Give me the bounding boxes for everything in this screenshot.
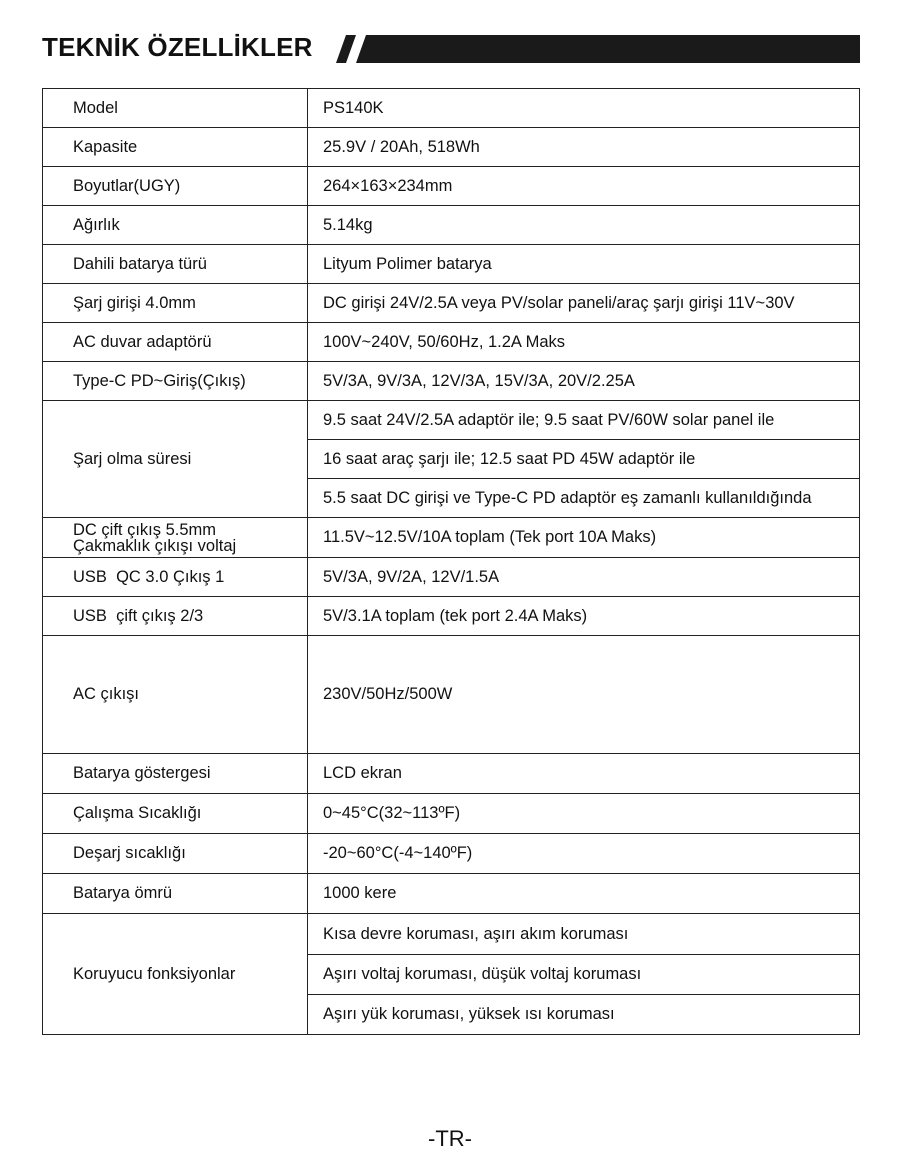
table-row (43, 597, 860, 636)
table-row (43, 401, 860, 440)
spec-label: Dahili batarya türü (43, 245, 308, 284)
spec-label: Şarj girişi 4.0mm (43, 284, 308, 323)
spec-label: Batarya göstergesi (43, 754, 308, 794)
table-row (43, 89, 860, 128)
spec-value: 5V/3.1A toplam (tek port 2.4A Maks) (308, 597, 860, 636)
spec-label: AC çıkışı (43, 636, 308, 754)
spec-label: Kapasite (43, 128, 308, 167)
spec-label: USB çift çıkış 2/3 (43, 597, 308, 636)
table-row (43, 323, 860, 362)
table-row (43, 128, 860, 167)
spec-label (43, 518, 308, 558)
spec-value: 16 saat araç şarjı ile; 12.5 saat PD 45W adaptör ile (308, 440, 860, 479)
spec-value: 5V/3A, 9V/3A, 12V/3A, 15V/3A, 20V/2.25A (308, 362, 860, 401)
table-row (43, 794, 860, 834)
spec-label: Çalışma Sıcaklığı (43, 794, 308, 834)
page-title: TEKNİK ÖZELLİKLER (42, 32, 313, 62)
table-row (43, 834, 860, 874)
page-footer: -TR- (428, 1126, 472, 1151)
table-row (43, 284, 860, 323)
table-row (43, 245, 860, 284)
table-row (43, 167, 860, 206)
table-row (43, 362, 860, 401)
spec-label: Ağırlık (43, 206, 308, 245)
spec-value: 230V/50Hz/500W (308, 636, 860, 754)
spec-label: USB QC 3.0 Çıkış 1 (43, 558, 308, 597)
spec-label: Batarya ömrü (43, 874, 308, 914)
table-row (43, 914, 860, 955)
spec-value: Kısa devre koruması, aşırı akım koruması (308, 914, 860, 955)
table-row (43, 518, 860, 558)
spec-value: 0~45°C(32~113ºF) (308, 794, 860, 834)
spec-value: 9.5 saat 24V/2.5A adaptör ile; 9.5 saat PV/60W solar panel ile (308, 401, 860, 440)
spec-value: DC girişi 24V/2.5A veya PV/solar paneli/araç şarjı girişi 11V~30V (308, 284, 860, 323)
spec-value: Aşırı yük koruması, yüksek ısı koruması (308, 995, 860, 1035)
title-decoration-bar (336, 35, 860, 63)
table-row (43, 874, 860, 914)
spec-value: PS140K (308, 89, 860, 128)
spec-table (42, 88, 860, 1035)
spec-label: Şarj olma süresi (43, 401, 308, 518)
spec-label: Koruyucu fonksiyonlar (43, 914, 308, 1035)
spec-value: 1000 kere (308, 874, 860, 914)
spec-value: 5.5 saat DC girişi ve Type-C PD adaptör eş zamanlı kullanıldığında (308, 479, 860, 518)
spec-label: Deşarj sıcaklığı (43, 834, 308, 874)
table-row (43, 636, 860, 754)
table-row (43, 206, 860, 245)
spec-label-line: DC çift çıkış 5.5mm (73, 520, 217, 539)
spec-value: 11.5V~12.5V/10A toplam (Tek port 10A Maks) (308, 518, 860, 558)
spec-value: Aşırı voltaj koruması, düşük voltaj koruması (308, 955, 860, 995)
spec-value: 100V~240V, 50/60Hz, 1.2A Maks (308, 323, 860, 362)
spec-value: 5.14kg (308, 206, 860, 245)
spec-value: -20~60°C(-4~140ºF) (308, 834, 860, 874)
spec-label: Model (43, 89, 308, 128)
spec-value: Lityum Polimer batarya (308, 245, 860, 284)
spec-value: 5V/3A, 9V/2A, 12V/1.5A (308, 558, 860, 597)
spec-value: LCD ekran (308, 754, 860, 794)
spec-label: Type-C PD~Giriş(Çıkış) (43, 362, 308, 401)
table-row (43, 558, 860, 597)
table-row (43, 754, 860, 794)
spec-value: 264×163×234mm (308, 167, 860, 206)
spec-label: AC duvar adaptörü (43, 323, 308, 362)
spec-label: Boyutlar(UGY) (43, 167, 308, 206)
spec-value: 25.9V / 20Ah, 518Wh (308, 128, 860, 167)
spec-label-line: Çakmaklık çıkışı voltaj (73, 536, 237, 555)
